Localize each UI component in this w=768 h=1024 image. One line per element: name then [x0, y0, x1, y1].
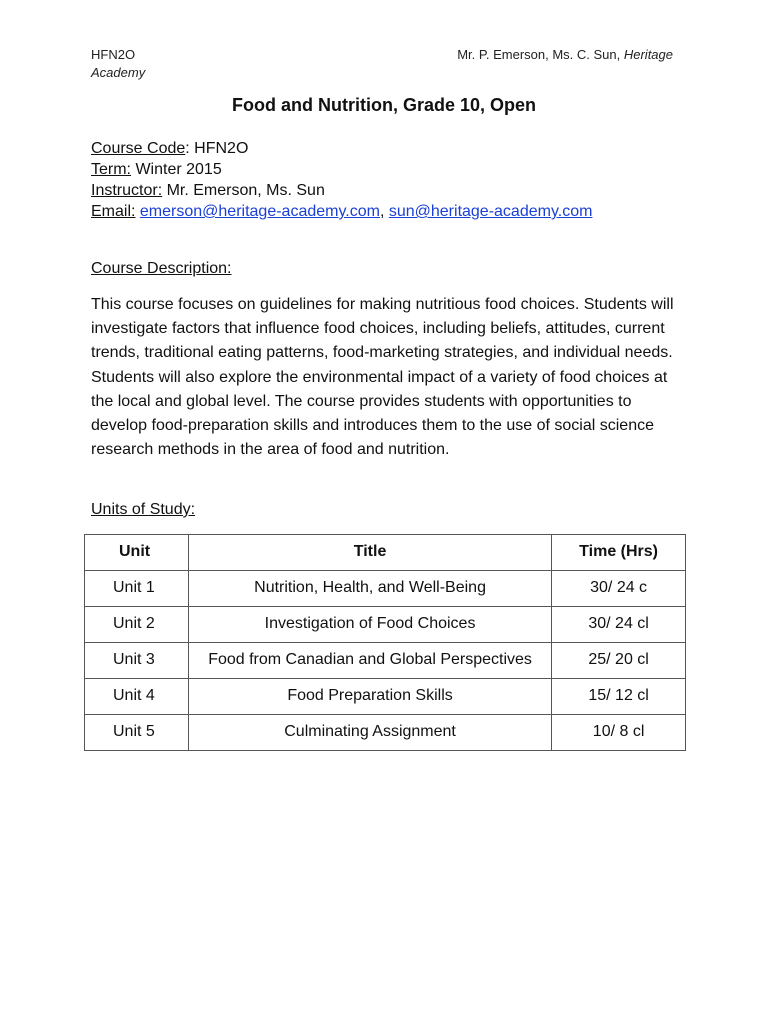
title-cell: Culminating Assignment: [188, 715, 551, 751]
email-label: Email:: [91, 203, 136, 220]
header-left-line1: HFN2O: [91, 47, 136, 62]
title-cell: Investigation of Food Choices: [188, 607, 551, 643]
term-label: Term:: [91, 161, 131, 178]
email-separator: ,: [379, 203, 389, 220]
table-row: [85, 643, 686, 679]
email-line: [91, 201, 592, 222]
instructor-label: Instructor:: [91, 182, 163, 199]
instructor-line: [91, 180, 592, 201]
column-header-unit: Unit: [85, 535, 189, 571]
title-cell: Food Preparation Skills: [188, 679, 551, 715]
header-course-code: [91, 46, 145, 82]
course-description-body: This course focuses on guidelines for making nutritious food choices. Students will investigate factors that influence food choices, including beliefs, attitudes, current trends, traditional eating patterns, food-marketing strategies, and individual needs. Students will also explore the environmental impact of a variety of food choices at the local and global level. The course provides students with opportunities to develop food-preparation skills and introduces them to the use of social science research methods in the area of food and nutrition.: [91, 296, 674, 459]
unit-cell: Unit 5: [85, 715, 189, 751]
time-cell: 30/ 24 cl: [552, 607, 686, 643]
title-cell: Nutrition, Health, and Well-Being: [188, 571, 551, 607]
document-title: Food and Nutrition, Grade 10, Open: [231, 95, 536, 115]
instructor-value: Mr. Emerson, Ms. Sun: [162, 182, 325, 199]
course-code-label: Course Code: [91, 140, 186, 157]
unit-cell: Unit 4: [85, 679, 189, 715]
units-table: [84, 534, 686, 751]
units-of-study-heading: Units of Study:: [91, 501, 196, 518]
time-cell: 30/ 24 c: [552, 571, 686, 607]
table-row: [85, 679, 686, 715]
course-code-value: : HFN2O: [185, 140, 249, 157]
course-description-heading: Course Description:: [91, 260, 232, 277]
column-header-title: Title: [188, 535, 551, 571]
time-cell: 10/ 8 cl: [552, 715, 686, 751]
unit-cell: Unit 3: [85, 643, 189, 679]
course-meta: [91, 138, 592, 222]
table-row: [85, 715, 686, 751]
term-value: Winter 2015: [131, 161, 222, 178]
column-header-time: Time (Hrs): [552, 535, 686, 571]
title-cell: Food from Canadian and Global Perspectives: [188, 643, 551, 679]
time-cell: 25/ 20 cl: [552, 643, 686, 679]
course-code-line: [91, 138, 592, 159]
table-row: [85, 571, 686, 607]
unit-cell: Unit 2: [85, 607, 189, 643]
email-link-sun[interactable]: sun@heritage-academy.com: [388, 203, 593, 220]
table-row: [85, 607, 686, 643]
email-link-emerson[interactable]: emerson@heritage-academy.com: [139, 203, 380, 220]
header-right-text: Mr. P. Emerson, Ms. C. Sun,: [457, 47, 624, 62]
header-left-line2: Academy: [91, 65, 146, 80]
term-line: [91, 159, 592, 180]
unit-cell: Unit 1: [85, 571, 189, 607]
table-header-row: [85, 535, 686, 571]
time-cell: 15/ 12 cl: [552, 679, 686, 715]
header-instructors: [457, 46, 673, 64]
header-right-italic: Heritage: [623, 47, 673, 62]
